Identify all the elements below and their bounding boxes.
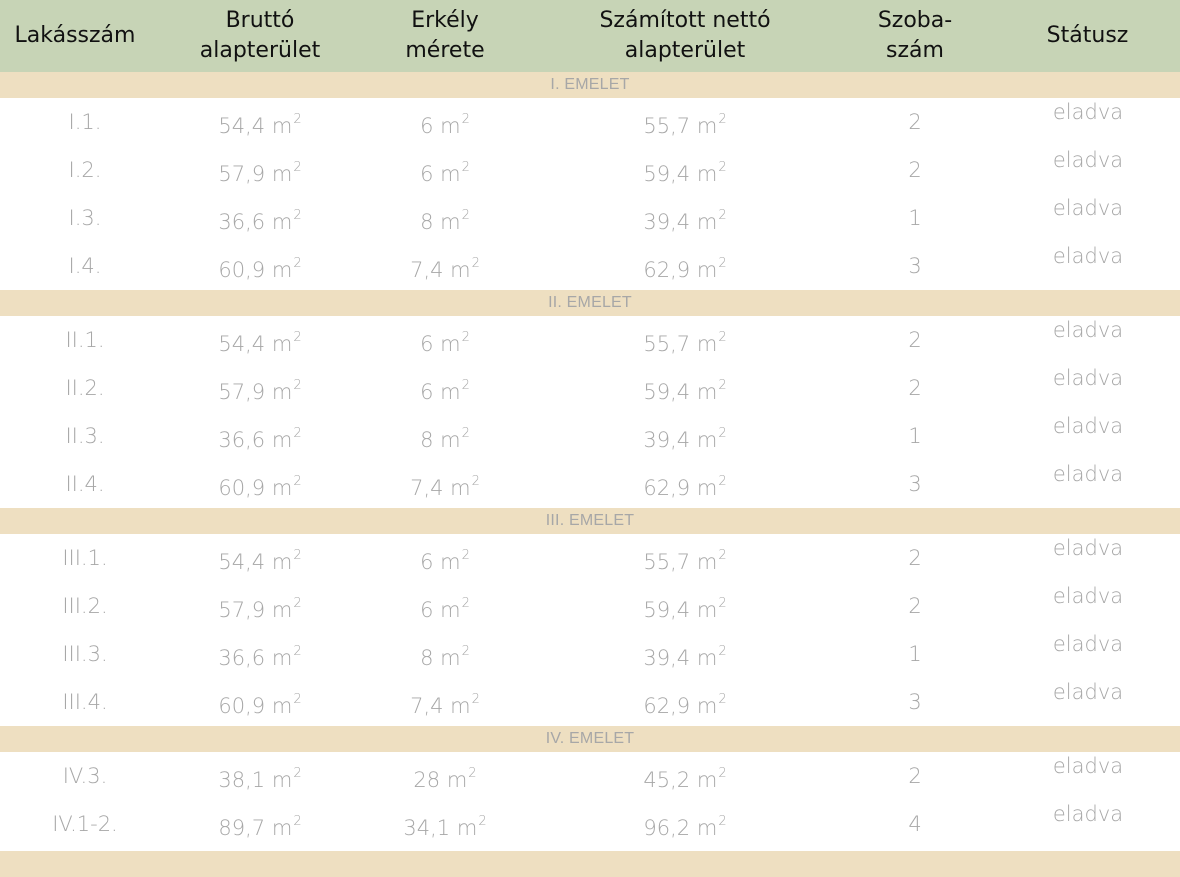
apartment-number-value: III.4.: [62, 690, 108, 714]
balcony-size-value: 7,4: [410, 258, 444, 282]
unit-label: m: [696, 598, 718, 622]
status-value: eladva: [1052, 584, 1124, 608]
gross-area: [190, 630, 330, 678]
unit-label: m: [271, 550, 293, 574]
apartment-number: [0, 194, 170, 242]
apartment-number: [0, 242, 170, 290]
gross-area: [190, 678, 330, 726]
apartment-number-value: IV.1-2.: [52, 812, 118, 836]
unit-label: m: [696, 210, 718, 234]
unit-exponent: 2: [471, 692, 480, 707]
unit-label: m: [271, 816, 293, 840]
balcony-size: [380, 752, 510, 800]
unit-label: m: [271, 598, 293, 622]
room-count-value: 3: [908, 690, 922, 714]
balcony-size: [380, 316, 510, 364]
room-count: [860, 800, 970, 848]
unit-label: m: [271, 258, 293, 282]
room-count-value: 2: [908, 594, 922, 618]
unit-label: m: [440, 210, 461, 234]
unit-exponent: 2: [718, 112, 727, 127]
status: [1028, 790, 1148, 838]
net-area-value: 55,7: [643, 114, 691, 138]
apartment-number: [0, 752, 170, 800]
unit-exponent: 2: [461, 160, 470, 175]
net-area: [600, 630, 770, 678]
net-area: [600, 364, 770, 412]
unit-label: m: [456, 816, 478, 840]
unit-label: m: [696, 162, 718, 186]
net-area-value: 59,4: [643, 380, 691, 404]
apartment-number-value: III.3.: [62, 642, 108, 666]
status-value: eladva: [1052, 754, 1124, 778]
unit-exponent: 2: [718, 814, 727, 829]
unit-exponent: 2: [718, 548, 727, 563]
unit-label: m: [696, 476, 718, 500]
balcony-size-value: 7,4: [410, 694, 444, 718]
unit-exponent: 2: [293, 378, 302, 393]
unit-label: m: [696, 646, 718, 670]
gross-area: [190, 460, 330, 508]
net-area: [600, 460, 770, 508]
net-area: [600, 678, 770, 726]
apartment-number-value: I.2.: [68, 158, 102, 182]
unit-exponent: 2: [718, 766, 727, 781]
unit-label: m: [271, 646, 293, 670]
room-count: [860, 630, 970, 678]
apartment-number: [0, 146, 170, 194]
table-row: [0, 146, 1180, 194]
net-area-value: 55,7: [643, 332, 691, 356]
status: [1028, 232, 1148, 280]
apartment-number: [0, 534, 170, 582]
balcony-size: [380, 412, 510, 460]
gross-area-value: 38,1: [218, 768, 266, 792]
unit-exponent: 2: [293, 814, 302, 829]
unit-exponent: 2: [293, 692, 302, 707]
status-value: eladva: [1052, 802, 1124, 826]
gross-area: [190, 316, 330, 364]
header-erkely-merete: Erkély mérete: [405, 8, 485, 63]
unit-label: m: [271, 694, 293, 718]
balcony-size-value: 6: [420, 114, 434, 138]
unit-exponent: 2: [471, 474, 480, 489]
room-count-value: 2: [908, 328, 922, 352]
room-count: [860, 316, 970, 364]
balcony-size-value: 6: [420, 162, 434, 186]
table-row: [0, 460, 1180, 508]
header-lakasszam: Lakásszám: [14, 23, 136, 48]
status: [1028, 136, 1148, 184]
apartment-number: [0, 678, 170, 726]
status: [1028, 620, 1148, 668]
room-count: [860, 582, 970, 630]
room-count-value: 2: [908, 546, 922, 570]
gross-area: [190, 364, 330, 412]
unit-label: m: [696, 428, 718, 452]
unit-exponent: 2: [718, 208, 727, 223]
unit-label: m: [696, 816, 718, 840]
status-value: eladva: [1052, 196, 1124, 220]
unit-exponent: 2: [718, 426, 727, 441]
gross-area: [190, 800, 330, 848]
net-area: [600, 242, 770, 290]
floor-heading: IV. EMELET: [0, 726, 1180, 752]
table-row: [0, 98, 1180, 146]
net-area-value: 62,9: [643, 694, 691, 718]
balcony-size-value: 6: [420, 550, 434, 574]
table-row: [0, 242, 1180, 290]
balcony-size-value: 6: [420, 598, 434, 622]
gross-area-value: 36,6: [218, 646, 266, 670]
status-value: eladva: [1052, 632, 1124, 656]
balcony-size: [380, 800, 510, 848]
net-area-value: 59,4: [643, 162, 691, 186]
room-count: [860, 364, 970, 412]
gross-area-value: 36,6: [218, 428, 266, 452]
net-area-value: 62,9: [643, 476, 691, 500]
unit-label: m: [696, 332, 718, 356]
unit-exponent: 2: [293, 160, 302, 175]
unit-exponent: 2: [718, 378, 727, 393]
unit-exponent: 2: [718, 474, 727, 489]
net-area: [600, 146, 770, 194]
unit-exponent: 2: [293, 426, 302, 441]
gross-area-value: 57,9: [218, 598, 266, 622]
balcony-size: [380, 146, 510, 194]
unit-exponent: 2: [293, 548, 302, 563]
apartment-number-value: I.4.: [68, 254, 102, 278]
room-count-value: 1: [908, 424, 922, 448]
unit-exponent: 2: [461, 548, 470, 563]
floor-heading: II. EMELET: [0, 290, 1180, 316]
status: [1028, 668, 1148, 716]
unit-label: m: [271, 768, 293, 792]
status-value: eladva: [1052, 414, 1124, 438]
net-area: [600, 98, 770, 146]
apartment-number: [0, 800, 170, 848]
status-value: eladva: [1052, 244, 1124, 268]
gross-area-value: 54,4: [218, 114, 266, 138]
net-area: [600, 800, 770, 848]
unit-exponent: 2: [293, 644, 302, 659]
table-row: [0, 752, 1180, 800]
unit-exponent: 2: [293, 256, 302, 271]
unit-label: m: [696, 694, 718, 718]
status: [1028, 572, 1148, 620]
status-value: eladva: [1052, 100, 1124, 124]
room-count-value: 2: [908, 376, 922, 400]
balcony-size: [380, 98, 510, 146]
net-area: [600, 534, 770, 582]
net-area: [600, 752, 770, 800]
balcony-size: [380, 582, 510, 630]
apartment-number: [0, 582, 170, 630]
header-netto-alapterulet: Számított nettó alapterület: [599, 8, 771, 63]
apartment-number-value: I.3.: [68, 206, 102, 230]
net-area-value: 39,4: [643, 210, 691, 234]
room-count: [860, 98, 970, 146]
unit-label: m: [696, 258, 718, 282]
status: [1028, 524, 1148, 572]
gross-area-value: 60,9: [218, 476, 266, 500]
status: [1028, 306, 1148, 354]
table-footer-band: [0, 851, 1180, 877]
room-count: [860, 678, 970, 726]
room-count: [860, 412, 970, 460]
unit-exponent: 2: [461, 112, 470, 127]
unit-label: m: [440, 550, 461, 574]
status-value: eladva: [1052, 366, 1124, 390]
unit-label: m: [446, 768, 468, 792]
table-row: [0, 678, 1180, 726]
apartment-number-value: II.1.: [65, 328, 105, 352]
gross-area: [190, 194, 330, 242]
status: [1028, 88, 1148, 136]
header-szobaszam: Szoba- szám: [877, 8, 953, 63]
room-count: [860, 194, 970, 242]
apartment-number-value: IV.3.: [62, 764, 108, 788]
gross-area-value: 89,7: [218, 816, 266, 840]
unit-exponent: 2: [293, 330, 302, 345]
unit-label: m: [440, 162, 461, 186]
unit-label: m: [696, 768, 718, 792]
floor-heading: I. EMELET: [0, 72, 1180, 98]
balcony-size-value: 8: [420, 210, 434, 234]
balcony-size: [380, 630, 510, 678]
unit-label: m: [271, 210, 293, 234]
gross-area: [190, 98, 330, 146]
apartment-number: [0, 460, 170, 508]
net-area-value: 59,4: [643, 598, 691, 622]
net-area-value: 45,2: [643, 768, 691, 792]
unit-exponent: 2: [461, 426, 470, 441]
room-count: [860, 146, 970, 194]
gross-area-value: 60,9: [218, 694, 266, 718]
unit-label: m: [450, 476, 471, 500]
status: [1028, 742, 1148, 790]
net-area: [600, 316, 770, 364]
apartment-number: [0, 364, 170, 412]
unit-exponent: 2: [718, 330, 727, 345]
balcony-size: [380, 364, 510, 412]
unit-label: m: [271, 428, 293, 452]
gross-area: [190, 582, 330, 630]
unit-exponent: 2: [293, 596, 302, 611]
unit-exponent: 2: [718, 596, 727, 611]
status-value: eladva: [1052, 318, 1124, 342]
gross-area-value: 54,4: [218, 550, 266, 574]
table-row: [0, 364, 1180, 412]
net-area-value: 62,9: [643, 258, 691, 282]
apartment-number: [0, 316, 170, 364]
room-count: [860, 242, 970, 290]
gross-area-value: 57,9: [218, 162, 266, 186]
net-area-value: 55,7: [643, 550, 691, 574]
room-count-value: 1: [908, 642, 922, 666]
gross-area: [190, 752, 330, 800]
balcony-size-value: 8: [420, 646, 434, 670]
net-area-value: 96,2: [643, 816, 691, 840]
apartment-number-value: II.4.: [65, 472, 105, 496]
unit-label: m: [271, 114, 293, 138]
unit-label: m: [271, 380, 293, 404]
unit-exponent: 2: [461, 596, 470, 611]
unit-exponent: 2: [461, 330, 470, 345]
apartment-number-value: I.1.: [68, 110, 102, 134]
status-value: eladva: [1052, 680, 1124, 704]
apartment-number-value: II.3.: [65, 424, 105, 448]
unit-label: m: [450, 258, 471, 282]
gross-area-value: 60,9: [218, 258, 266, 282]
status: [1028, 354, 1148, 402]
balcony-size-value: 6: [420, 332, 434, 356]
unit-exponent: 2: [461, 208, 470, 223]
room-count-value: 2: [908, 764, 922, 788]
table-row: [0, 316, 1180, 364]
balcony-size-value: 28: [413, 768, 441, 792]
floor-heading: III. EMELET: [0, 508, 1180, 534]
unit-exponent: 2: [293, 474, 302, 489]
table-header: [0, 0, 1180, 72]
balcony-size: [380, 678, 510, 726]
unit-label: m: [440, 332, 461, 356]
apartment-number-value: III.2.: [62, 594, 108, 618]
balcony-size-value: 8: [420, 428, 434, 452]
balcony-size-value: 34,1: [403, 816, 451, 840]
unit-label: m: [271, 332, 293, 356]
unit-exponent: 2: [461, 644, 470, 659]
unit-exponent: 2: [718, 644, 727, 659]
net-area: [600, 582, 770, 630]
header-statusz: Státusz: [1046, 23, 1129, 48]
apartment-number: [0, 630, 170, 678]
gross-area: [190, 242, 330, 290]
net-area: [600, 412, 770, 460]
balcony-size: [380, 460, 510, 508]
table-row: [0, 800, 1180, 848]
unit-exponent: 2: [718, 692, 727, 707]
unit-label: m: [450, 694, 471, 718]
apartment-number: [0, 98, 170, 146]
apartment-number-value: II.2.: [65, 376, 105, 400]
unit-exponent: 2: [478, 814, 487, 829]
gross-area: [190, 412, 330, 460]
status-value: eladva: [1052, 148, 1124, 172]
room-count-value: 3: [908, 254, 922, 278]
unit-exponent: 2: [293, 112, 302, 127]
room-count-value: 2: [908, 158, 922, 182]
table-row: [0, 412, 1180, 460]
unit-exponent: 2: [293, 766, 302, 781]
header-brutto-alapterulet: Bruttó alapterület: [199, 8, 321, 63]
room-count: [860, 534, 970, 582]
unit-label: m: [440, 428, 461, 452]
unit-exponent: 2: [471, 256, 480, 271]
unit-label: m: [696, 380, 718, 404]
table-row: [0, 534, 1180, 582]
status-value: eladva: [1052, 536, 1124, 560]
room-count-value: 3: [908, 472, 922, 496]
room-count: [860, 460, 970, 508]
room-count-value: 2: [908, 110, 922, 134]
unit-exponent: 2: [718, 256, 727, 271]
gross-area-value: 57,9: [218, 380, 266, 404]
room-count: [860, 752, 970, 800]
balcony-size-value: 7,4: [410, 476, 444, 500]
gross-area-value: 54,4: [218, 332, 266, 356]
table-row: [0, 630, 1180, 678]
status: [1028, 184, 1148, 232]
balcony-size: [380, 242, 510, 290]
unit-label: m: [440, 646, 461, 670]
net-area-value: 39,4: [643, 646, 691, 670]
unit-exponent: 2: [461, 378, 470, 393]
net-area-value: 39,4: [643, 428, 691, 452]
gross-area: [190, 534, 330, 582]
gross-area-value: 36,6: [218, 210, 266, 234]
balcony-size: [380, 194, 510, 242]
status: [1028, 402, 1148, 450]
status-value: eladva: [1052, 462, 1124, 486]
unit-exponent: 2: [718, 160, 727, 175]
gross-area: [190, 146, 330, 194]
unit-exponent: 2: [293, 208, 302, 223]
unit-label: m: [440, 380, 461, 404]
net-area: [600, 194, 770, 242]
room-count-value: 4: [908, 812, 922, 836]
unit-label: m: [271, 476, 293, 500]
table-row: [0, 194, 1180, 242]
apartment-number: [0, 412, 170, 460]
unit-exponent: 2: [468, 766, 477, 781]
unit-label: m: [271, 162, 293, 186]
unit-label: m: [440, 114, 461, 138]
table-row: [0, 582, 1180, 630]
apartment-number-value: III.1.: [62, 546, 108, 570]
unit-label: m: [696, 114, 718, 138]
unit-label: m: [696, 550, 718, 574]
status: [1028, 450, 1148, 498]
balcony-size-value: 6: [420, 380, 434, 404]
balcony-size: [380, 534, 510, 582]
unit-label: m: [440, 598, 461, 622]
room-count-value: 1: [908, 206, 922, 230]
